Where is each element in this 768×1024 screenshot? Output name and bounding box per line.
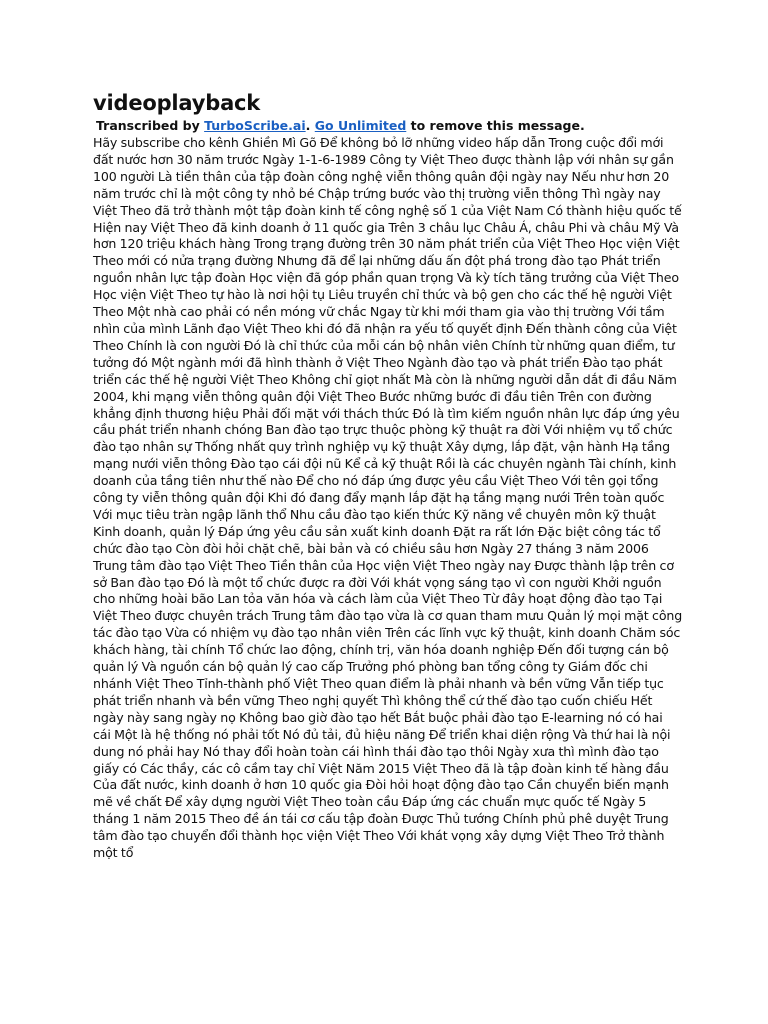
turboscribe-link[interactable]: TurboScribe.ai [204,118,306,133]
go-unlimited-link[interactable]: Go Unlimited [314,118,407,133]
credit-prefix: Transcribed by [96,118,205,133]
transcript-body: Hãy subscribe cho kênh Ghiền Mì Gõ Để không bỏ lỡ những video hấp dẫn Trong cuộc đổi mới đất nước hơn 30 năm trước Ngày 1-1-6-1989 Công ty Việt Theo được thành lập với nhân sự gần 100 người Là tiền thân của tập đoàn công nghệ viễn thông quân đội ngày nay Nếu như hơn 20 năm trước chỉ là một công ty nhỏ bé Chập trứng bước vào thị trường viễn thông Thì ngày nay Việt Theo đã trở thành một tập đoàn kinh tế công nghệ số 1 của Việt Nam Có thành hiệu quốc tế Hiện nay Việt Theo đã kinh doanh ở 11 quốc gia Trên 3 châu lục Châu Á, châu Phi và châu Mỹ Và hơn 120 triệu khách hàng Trong trạng đường trên 30 năm phát triển của Việt Theo Học viện Việt Theo mới có nửa trạng đường Nhưng đã để lại những dấu ấn đột phá trong đào tạo Phát triển nguồn nhân lực tập đoàn Học viện đã góp phần quan trọng Và kỳ tích tăng trưởng của Việt Theo Học viện Việt Theo tự hào là nơi hội tụ Liêu truyền chỉ thức và bộ gen cho các thế hệ người Việt Theo Một nhà cao phải có nền móng vữ chắc Ngay từ khi mới tham gia vào thị trường Với tầm nhìn của mình Lãnh đạo Việt Theo khi đó đã nhận ra yếu tố quyết định Đến thành công của Việt Theo Chính là con người Đó là chỉ thức của mỗi cán bộ nhân viên Chính từ những quan điểm, tư tưởng đó Một ngành mới đã hình thành ở Việt Theo Ngành đào tạo và phát triển Đào tạo phát triển các thế hệ người Việt Theo Không chỉ giọt nhất Mà còn là những người dẫn dắt đi đầu Năm 2004, khi mạng viễn thông quân đội Việt Theo Bước những bước đi đầu tiên Trên con đường khẳng định thương hiệu Phải đối mặt với thách thức Đó là tìm kiếm nguồn nhân lực đáp ứng yêu cầu phát triển nhanh chóng Ban đào tạo trực thuộc phòng kỹ thuật ra đời Với nhiệm vụ tổ chức đào tạo nhân sự Thống nhất quy trình nghiệp vụ kỹ thuật Xây dựng, lắp đặt, vận hành Hạ tầng mạng nưới viễn thông Đào tạo cái đội nũ Kể cả kỹ thuật Rồi là các chuyên ngành Tài chính, kinh doanh của tầng tiên như thế nào Để cho nó đáp ứng được yêu cầu Việt Theo Với tên gọi tổng công ty viễn thông quân đội Khi đó đang đẩy mạnh lắp đặt hạ tầng mạng nưới Trên toàn quốc Với mục tiêu tràn ngập lãnh thổ Nhu cầu đào tạo kiến thức Kỹ năng về chuyên môn kỹ thuật Kinh doanh, quản lý Đáp ứng yêu cầu sản xuất kinh doanh Đặt ra rất lớn Đặc biệt công tác tổ chức đào tạo Còn đòi hỏi chặt chẽ, bài bản và có chiều sâu hơn Ngày 27 tháng 3 năm 2006 Trung tâm đào tạo Việt Theo Tiền thân của Học viện Việt Theo ngày nay Được thành lập trên cơ sở Ban đào tạo Đó là một tổ chức được ra đời Với khát vọng sáng tạo vì con người Khởi nguồn cho những hoài bão Lan tỏa văn hóa và cách làm của Việt Theo Từ đây hoạt động đào tạo Tại Việt Theo được chuyên trách Trung tâm đào tạo vừa là cơ quan tham mưu Quản lý mọi mặt công tác đào tạo Vừa có nhiệm vụ đào tạo nhân viên Trên các lĩnh vực kỹ thuật, kinh doanh Chăm sóc khách hàng, tài chính Tổ chức lao động, chính trị, văn hóa doanh nghiệp Đến đối tượng cán bộ quản lý Và nguồn cán bộ quản lý cao cấp Trưởng phó phòng ban tổng công ty Giám đốc chi nhánh Việt Theo Tỉnh-thành phố Việt Theo quan điểm là phải nhanh và bền vững Vẫn tiếp tục phát triển nhanh và bền vững Theo nghị quyết Thì không thể cứ thế đào tạo cuốn chiếu Hết ngày này sang ngày nọ Không bao giờ đào tạo hết Bắt buộc phải đào tạo E-learning nó có hai cái Một là hệ thống nó phải tốt Nó đủ tải, đủ hiệu năng Để triển khai diện rộng Và thứ hai là nội dung nó phải hay Nó thay đổi hoàn toàn cái hình thái đào tạo thôi Ngày xưa thì mình đào tạo giấy có Các thầy, các cô cầm tay chỉ Việt Năm 2015 Việt Theo đã là tập đoàn kinh tế hàng đầu Của đất nước, kinh doanh ở hơn 10 quốc gia Đòi hỏi hoạt động đào tạo Cần chuyển biến mạnh mẽ về chất Để xây dựng người Việt Theo toàn cầu Đáp ứng các chuẩn mực quốc tế Ngày 5 tháng 1 năm 2015 Theo đề án tái cơ cấu tập đoàn Được Thủ tướng Chính phủ phê duyệt Trung tâm đào tạo chuyển đổi thành học viện Việt Theo Với khát vọng xây dựng Việt Theo Trở thành một tổ [93,135,683,861]
credit-suffix: to remove this message. [406,118,585,133]
document-page [93,90,683,862]
credit-separator: . [305,118,315,133]
document-title: videoplayback [93,91,261,115]
transcription-credit [93,118,683,134]
